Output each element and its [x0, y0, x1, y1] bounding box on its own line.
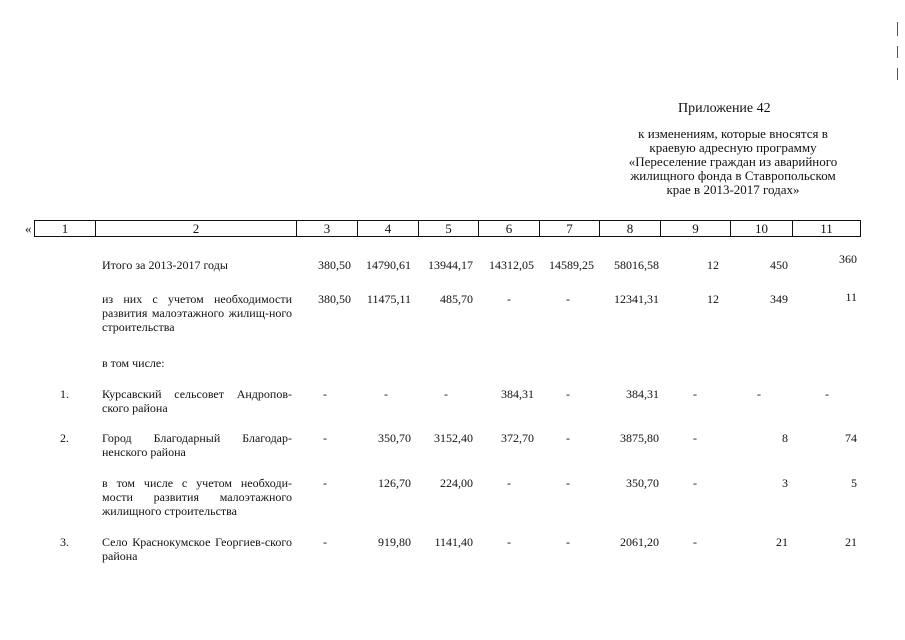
column-number: 4	[358, 221, 419, 237]
scan-mark	[897, 22, 898, 36]
row-name: из них с учетом необходимости развития малоэтажного жилищ-ного строительства	[102, 292, 292, 334]
value-cell: 12	[707, 258, 719, 272]
value-cell: 372,70	[501, 431, 534, 445]
value-cell: 5	[851, 476, 857, 490]
value-cell: -	[323, 535, 327, 549]
value-cell: -	[566, 387, 570, 401]
value-cell: -	[825, 387, 829, 401]
value-cell: 380,50	[318, 292, 351, 306]
column-number: 9	[661, 221, 731, 237]
value-cell: -	[507, 476, 511, 490]
value-cell: 3152,40	[434, 431, 473, 445]
row-name: Курсавский сельсовет Андропов-ского района	[102, 387, 292, 415]
value-cell: -	[566, 476, 570, 490]
value-cell: 74	[845, 431, 857, 445]
value-cell: 349	[770, 292, 788, 306]
value-cell: 12341,31	[614, 292, 659, 306]
value-cell: -	[566, 292, 570, 306]
subtitle-line: крае в 2013-2017 годах»	[666, 182, 800, 197]
value-cell: 224,00	[440, 476, 473, 490]
value-cell: 14312,05	[489, 258, 534, 272]
subtitle-line: краевую адресную программу	[649, 140, 817, 155]
value-cell: 384,31	[501, 387, 534, 401]
column-number: 6	[479, 221, 540, 237]
value-cell: -	[323, 387, 327, 401]
column-number: 7	[540, 221, 600, 237]
value-cell: 360	[839, 252, 857, 266]
value-cell: -	[566, 431, 570, 445]
row-number: 2.	[60, 431, 69, 445]
subtitle-line: жилищного фонда в Ставропольском	[630, 168, 836, 183]
value-cell: -	[507, 535, 511, 549]
value-cell: -	[444, 387, 448, 401]
value-cell: -	[693, 476, 697, 490]
scan-mark	[897, 46, 898, 58]
row-name: Итого за 2013-2017 годы	[102, 258, 228, 272]
appendix-title: Приложение 42	[678, 101, 771, 116]
value-cell: 13944,17	[428, 258, 473, 272]
row-number: 1.	[60, 387, 69, 401]
column-number: 5	[419, 221, 479, 237]
value-cell: 485,70	[440, 292, 473, 306]
value-cell: 126,70	[378, 476, 411, 490]
value-cell: -	[693, 535, 697, 549]
column-number: 1	[35, 221, 96, 237]
value-cell: 350,70	[378, 431, 411, 445]
value-cell: 14790,61	[366, 258, 411, 272]
row-name: в том числе с учетом необходи-мости развития малоэтажного жилищного строительства	[102, 476, 292, 518]
value-cell: 11	[845, 290, 857, 304]
subtitle-line: «Переселение граждан из аварийного	[628, 154, 838, 169]
open-quote: «	[25, 221, 32, 236]
row-name: в том числе:	[102, 356, 165, 370]
value-cell: -	[693, 431, 697, 445]
value-cell: 380,50	[318, 258, 351, 272]
value-cell: 58016,58	[614, 258, 659, 272]
value-cell: -	[566, 535, 570, 549]
row-name: Город Благодарный Благодар-ненского района	[102, 431, 292, 459]
value-cell: 3	[782, 476, 788, 490]
value-cell: -	[693, 387, 697, 401]
subtitle-line: к изменениям, которые вносятся в	[638, 126, 828, 141]
value-cell: 14589,25	[549, 258, 594, 272]
value-cell: 919,80	[378, 535, 411, 549]
value-cell: 1141,40	[434, 535, 473, 549]
value-cell: 450	[770, 258, 788, 272]
value-cell: 21	[776, 535, 788, 549]
value-cell: 8	[782, 431, 788, 445]
value-cell: 21	[845, 535, 857, 549]
value-cell: -	[757, 387, 761, 401]
value-cell: 350,70	[626, 476, 659, 490]
value-cell: -	[384, 387, 388, 401]
scan-mark	[897, 68, 898, 80]
value-cell: -	[323, 476, 327, 490]
value-cell: 12	[707, 292, 719, 306]
column-number: 8	[600, 221, 661, 237]
column-number-header	[34, 220, 861, 237]
appendix-subtitle	[608, 127, 858, 197]
value-cell: 2061,20	[620, 535, 659, 549]
row-number: 3.	[60, 535, 69, 549]
column-number: 3	[297, 221, 358, 237]
value-cell: 3875,80	[620, 431, 659, 445]
column-number: 10	[731, 221, 793, 237]
value-cell: 11475,11	[366, 292, 411, 306]
value-cell: -	[323, 431, 327, 445]
column-number: 2	[96, 221, 297, 237]
column-number: 11	[793, 221, 861, 237]
value-cell: -	[507, 292, 511, 306]
value-cell: 384,31	[626, 387, 659, 401]
row-name: Село Краснокумское Георгиев-ского района	[102, 535, 292, 563]
